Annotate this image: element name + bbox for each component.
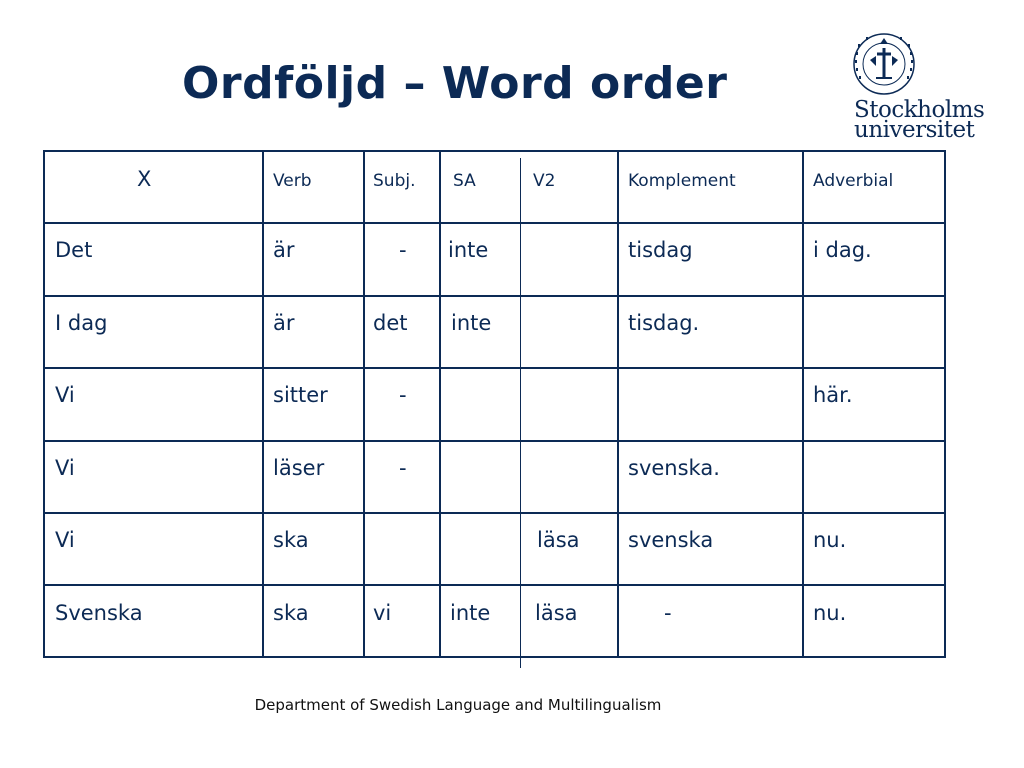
column-divider-v2 xyxy=(520,158,521,668)
table-cell: Vi xyxy=(55,456,75,480)
table-cell: nu. xyxy=(813,528,847,552)
logo-text-line2: universitet xyxy=(854,117,975,143)
page-title: Ordföljd – Word order xyxy=(182,58,728,109)
header-sa: SA xyxy=(453,171,476,191)
table-cell: svenska. xyxy=(628,456,720,480)
table-cell: - xyxy=(399,456,407,480)
table-cell: i dag. xyxy=(813,238,872,262)
header-v2: V2 xyxy=(533,171,556,191)
table-cell: Det xyxy=(55,238,93,262)
header-subj: Subj. xyxy=(373,171,416,191)
table-cell: vi xyxy=(373,601,392,625)
table-cell: läsa xyxy=(537,528,580,552)
table-cell: Svenska xyxy=(55,601,143,625)
department-footer: Department of Swedish Language and Multilingualism xyxy=(254,696,662,714)
table-cell: nu. xyxy=(813,601,847,625)
word-order-table xyxy=(43,150,946,658)
table-cell: - xyxy=(664,601,672,625)
row-divider xyxy=(45,584,944,586)
table-cell: tisdag xyxy=(628,238,693,262)
table-cell: är xyxy=(273,238,295,262)
row-divider xyxy=(45,222,944,224)
row-divider xyxy=(45,440,944,442)
university-seal-icon xyxy=(846,30,996,102)
table-cell: läsa xyxy=(535,601,578,625)
table-cell: inte xyxy=(448,238,489,262)
table-cell: I dag xyxy=(55,311,108,335)
table-cell: läser xyxy=(273,456,325,480)
table-cell: ska xyxy=(273,601,309,625)
column-divider xyxy=(439,152,441,656)
column-divider xyxy=(802,152,804,656)
table-cell: svenska xyxy=(628,528,714,552)
header-x: X xyxy=(137,167,152,191)
table-cell: inte xyxy=(451,311,492,335)
table-cell: Vi xyxy=(55,528,75,552)
table-cell: tisdag. xyxy=(628,311,700,335)
column-divider xyxy=(363,152,365,656)
table-cell: sitter xyxy=(273,383,328,407)
row-divider xyxy=(45,367,944,369)
table-cell: det xyxy=(373,311,408,335)
header-verb: Verb xyxy=(273,171,312,191)
column-divider xyxy=(617,152,619,656)
row-divider xyxy=(45,295,944,297)
table-cell: inte xyxy=(450,601,491,625)
header-komplement: Komplement xyxy=(628,171,736,191)
university-logo xyxy=(846,30,996,142)
table-cell: - xyxy=(399,238,407,262)
table-cell: - xyxy=(399,383,407,407)
table-cell: är xyxy=(273,311,295,335)
logo-text-line1: Stockholms xyxy=(854,97,985,123)
table-cell: ska xyxy=(273,528,309,552)
column-divider xyxy=(262,152,264,656)
row-divider xyxy=(45,512,944,514)
table-cell: här. xyxy=(813,383,853,407)
header-adverbial: Adverbial xyxy=(813,171,894,191)
table-cell: Vi xyxy=(55,383,75,407)
